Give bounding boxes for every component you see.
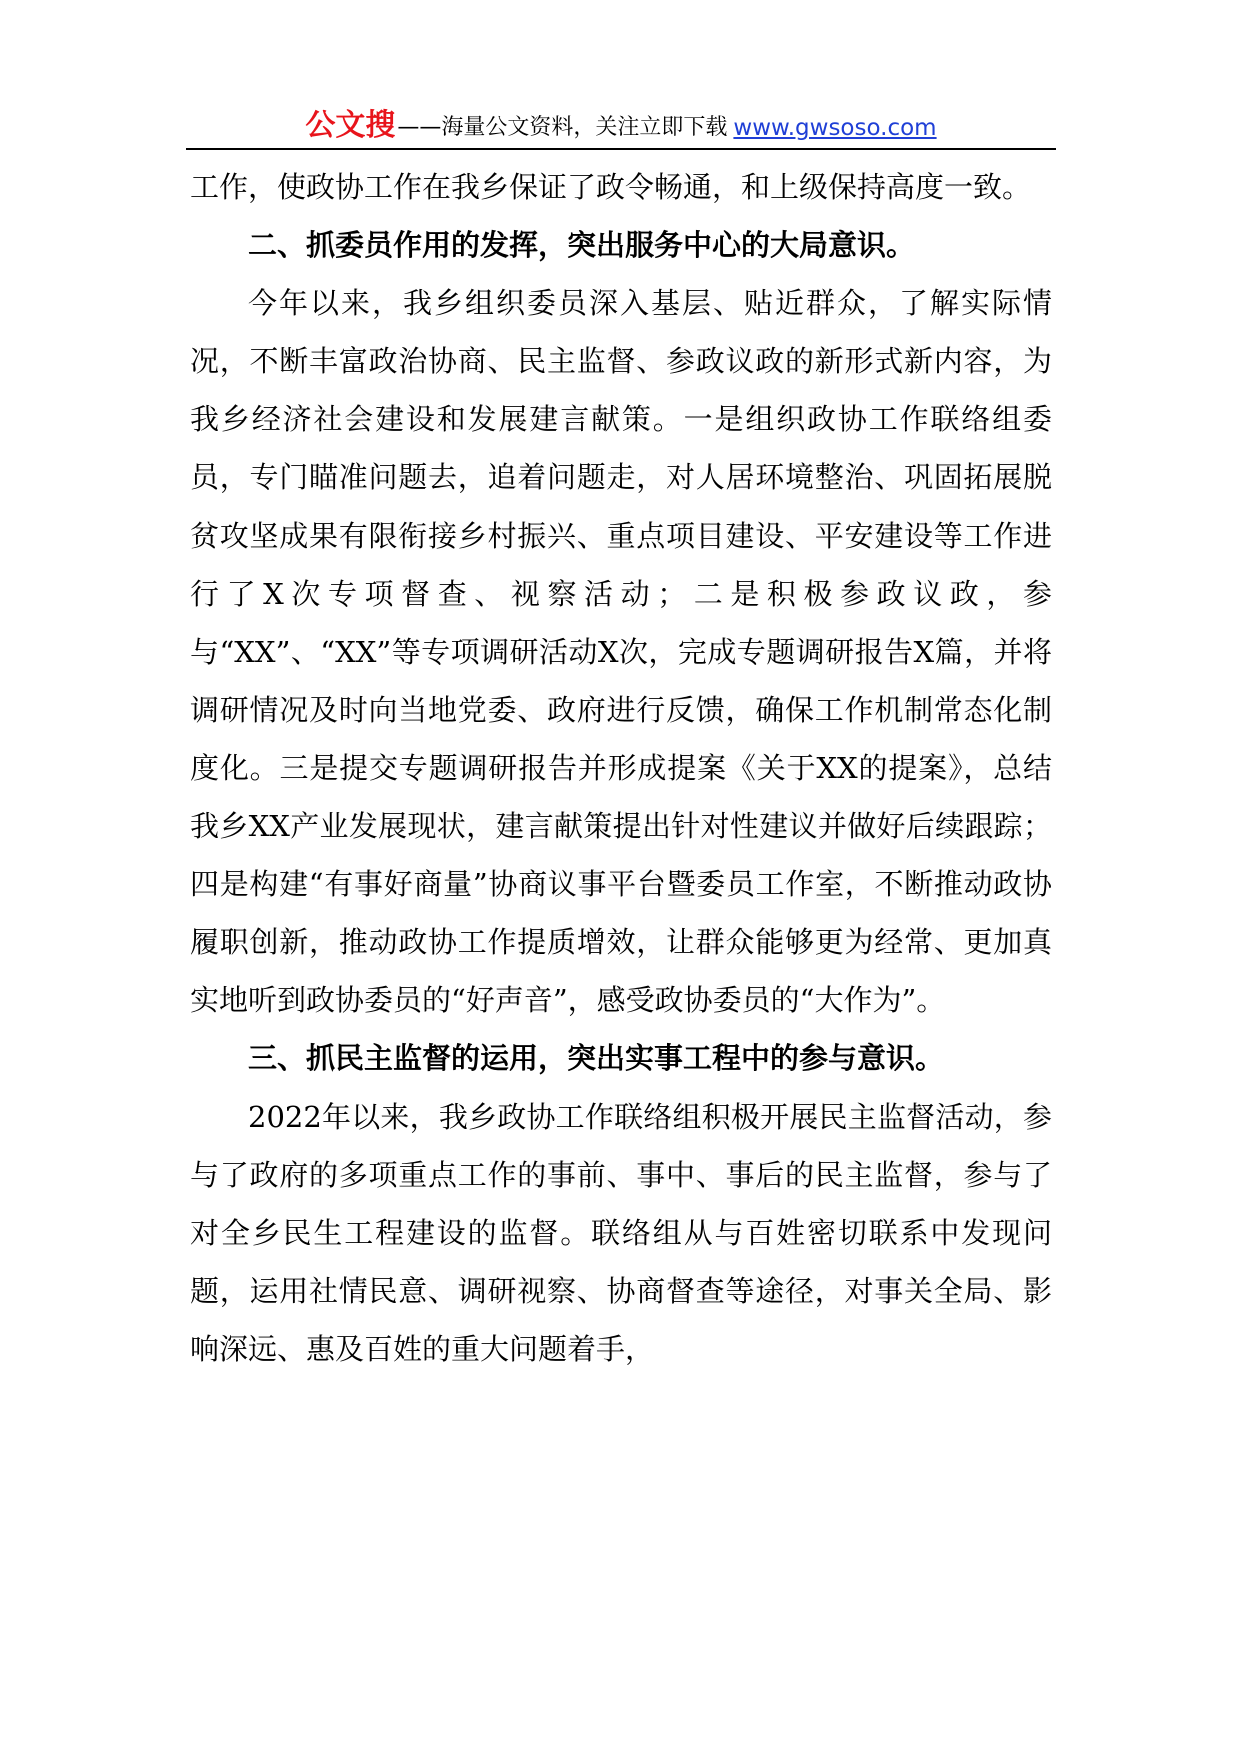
document-body [190, 158, 1052, 1378]
page-header [186, 100, 1056, 150]
brand-logo-text: 公文搜 [305, 108, 396, 143]
paragraph: 2022年以来，我乡政协工作联络组积极开展民主监督活动，参与了政府的多项重点工作的事前、事中、事后的民主监督，参与了对全乡民生工程建设的监督。联络组从与百姓密切联系中发现问题，运用社情民意、调研视察、协商督查等途径，对事关全局、影响深远、惠及百姓的重大问题着手， [190, 1099, 1052, 1366]
paragraph-continuation: 工作，使政协工作在我乡保证了政令畅通，和上级保持高度一致。 [190, 170, 1032, 204]
section-heading-3: 三、抓民主监督的运用，突出实事工程中的参与意识。 [248, 1041, 945, 1076]
header-tagline: ——海量公文资料，关注立即下载 [397, 115, 728, 140]
website-link[interactable]: www.gwsoso.com [733, 115, 937, 141]
paragraph: 今年以来，我乡组织委员深入基层、贴近群众，了解实际情况，不断丰富政治协商、民主监督、参政议政的新形式新内容，为我乡经济社会建设和发展建言献策。一是组织政协工作联络组委员，专门瞄准问题去，追着问题走，对人居环境整治、巩固拓展脱贫攻坚成果有限衔接乡村振兴、重点项目建设、平安建设等工作进行了X次专项督查、视察活动；二是积极参政议政，参与“XX”、“XX”等专项调研活动X次，完成专题调研报告X篇，并将调研情况及时向当地党委、政府进行反馈，确保工作机制常态化制度化。三是提交专题调研报告并形成提案《关于XX的提案》，总结我乡XX产业发展现状，建言献策提出针对性建议并做好后续跟踪；四是构建“有事好商量”协商议事平台暨委员工作室，不断推动政协履职创新，推动政协工作提质增效，让群众能够更为经常、更加真实地听到政协委员的“好声音”，感受政协委员的“大作为”。 [190, 286, 1052, 1018]
section-heading-2: 二、抓委员作用的发挥，突出服务中心的大局意识。 [248, 228, 916, 263]
